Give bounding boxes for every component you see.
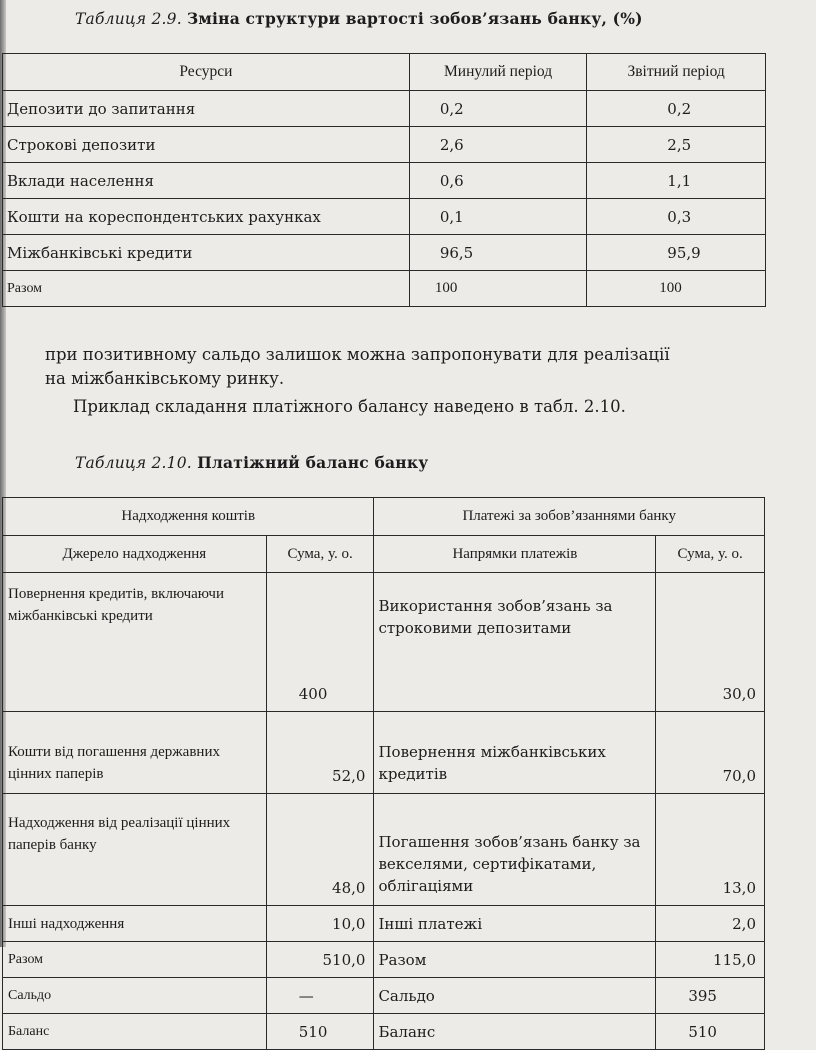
header-payments: Платежі за зобов’язаннями банку — [374, 498, 765, 536]
payment-cell: 2,0 — [656, 906, 765, 942]
row-curr: 0,3 — [587, 199, 766, 235]
table-2-9-caption — [75, 9, 643, 28]
table-row — [3, 127, 766, 163]
row-prev: 0,1 — [409, 199, 586, 235]
row-curr: 0,2 — [587, 91, 766, 127]
table-row — [3, 573, 765, 712]
payment-cell: 115,0 — [656, 942, 765, 978]
table-2-9 — [2, 53, 766, 307]
payment-cell: 13,0 — [656, 794, 765, 906]
table-row — [3, 91, 766, 127]
amount-cell: 510 — [266, 1014, 374, 1050]
row-name: Міжбанківські кредити — [3, 235, 410, 271]
row-name: Строкові депозити — [3, 127, 410, 163]
source-cell: Баланс — [3, 1014, 267, 1050]
header-receipts: Надходження коштів — [3, 498, 374, 536]
table-row — [3, 712, 765, 794]
amount-cell: 48,0 — [266, 794, 374, 906]
row-name: Кошти на кореспондентських рахунках — [3, 199, 410, 235]
amount-cell: — — [266, 978, 374, 1014]
header-payment-amount: Сума, у. о. — [656, 536, 765, 573]
direction-cell: Сальдо — [374, 978, 656, 1014]
source-cell: Надходження від реалізації цінних паперів банку — [3, 794, 267, 906]
row-prev: 100 — [409, 271, 586, 307]
direction-cell: Використання зобов’язань за строковими депозитами — [374, 573, 656, 712]
row-name: Разом — [3, 271, 410, 307]
source-cell: Разом — [3, 942, 267, 978]
row-curr: 2,5 — [587, 127, 766, 163]
source-cell: Інші надходження — [3, 906, 267, 942]
table-row — [3, 794, 765, 906]
table-row — [3, 199, 766, 235]
amount-cell: 400 — [266, 573, 374, 712]
caption-prefix: Таблиця 2.10. — [75, 454, 192, 472]
header-previous-period: Минулий період — [409, 54, 586, 91]
header-amount: Сума, у. о. — [266, 536, 374, 573]
table-balance-row — [3, 978, 765, 1014]
table-row — [3, 235, 766, 271]
source-cell: Сальдо — [3, 978, 267, 1014]
amount-cell: 510,0 — [266, 942, 374, 978]
paragraph-line: на міжбанківському ринку. — [45, 369, 285, 388]
header-direction: Напрямки платежів — [374, 536, 656, 573]
direction-cell: Повернення міжбанківських кредитів — [374, 712, 656, 794]
direction-cell: Погашення зобов’язань банку за векселями, сертифікатами, облігаціями — [374, 794, 656, 906]
header-reporting-period: Звітний період — [587, 54, 766, 91]
header-resources: Ресурси — [3, 54, 410, 91]
payment-cell: 510 — [656, 1014, 765, 1050]
table-sub-header-row — [3, 536, 765, 573]
direction-cell: Баланс — [374, 1014, 656, 1050]
row-prev: 0,6 — [409, 163, 586, 199]
row-prev: 0,2 — [409, 91, 586, 127]
table-balance-row — [3, 1014, 765, 1050]
row-prev: 96,5 — [409, 235, 586, 271]
payment-cell: 395 — [656, 978, 765, 1014]
payment-cell: 70,0 — [656, 712, 765, 794]
row-name: Депозити до запитання — [3, 91, 410, 127]
paragraph-line: при позитивному сальдо залишок можна запропонувати для реалізації — [45, 345, 670, 364]
direction-cell: Інші платежі — [374, 906, 656, 942]
caption-prefix: Таблиця 2.9. — [75, 10, 182, 28]
paragraph-line: Приклад складання платіжного балансу наведено в табл. 2.10. — [73, 397, 626, 416]
table-total-row — [3, 271, 766, 307]
table-row — [3, 163, 766, 199]
table-row — [3, 906, 765, 942]
table-group-header-row — [3, 498, 765, 536]
row-prev: 2,6 — [409, 127, 586, 163]
row-curr: 1,1 — [587, 163, 766, 199]
table-2-10 — [2, 497, 765, 1050]
header-source: Джерело надходження — [3, 536, 267, 573]
direction-cell: Разом — [374, 942, 656, 978]
table-2-10-caption — [75, 453, 428, 472]
source-cell: Кошти від погашення державних цінних паперів — [3, 712, 267, 794]
amount-cell: 52,0 — [266, 712, 374, 794]
row-name: Вклади населення — [3, 163, 410, 199]
amount-cell: 10,0 — [266, 906, 374, 942]
table-header-row — [3, 54, 766, 91]
payment-cell: 30,0 — [656, 573, 765, 712]
row-curr: 100 — [587, 271, 766, 307]
caption-title: Зміна структури вартості зобов’язань банку, (%) — [187, 9, 643, 28]
source-cell: Повернення кредитів, включаючи міжбанківські кредити — [3, 573, 267, 712]
caption-title: Платіжний баланс банку — [197, 453, 429, 472]
row-curr: 95,9 — [587, 235, 766, 271]
